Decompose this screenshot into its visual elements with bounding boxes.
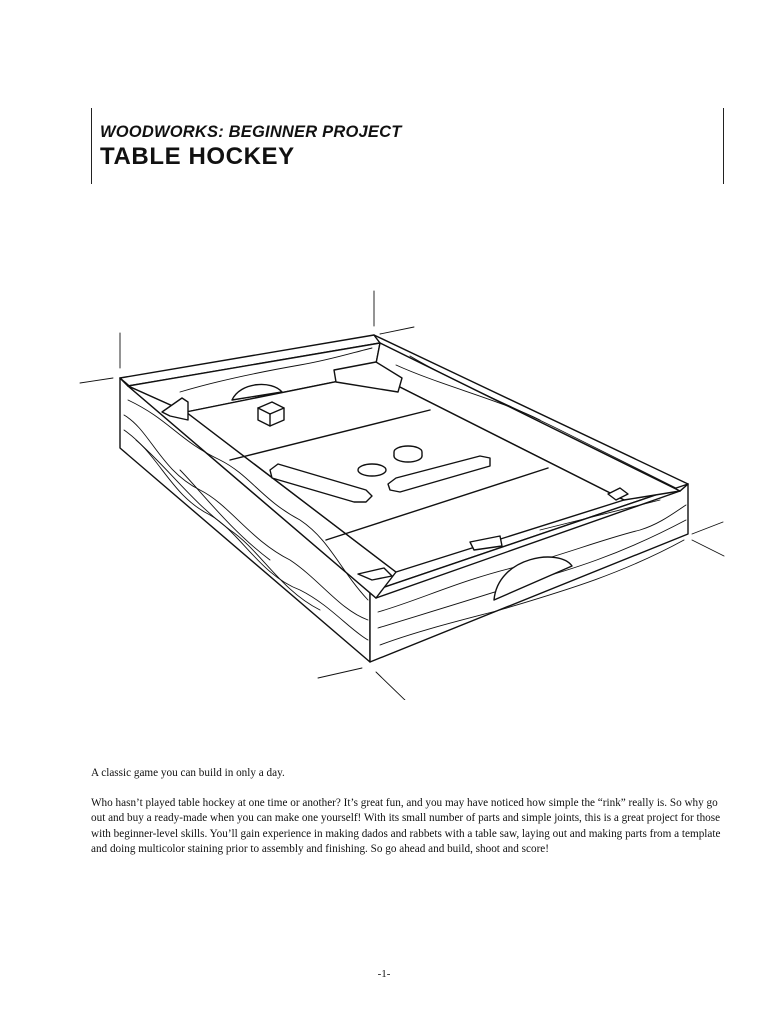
goalie-block [258, 402, 284, 426]
page-number: -1- [377, 968, 391, 980]
table-hockey-illustration [0, 280, 768, 700]
intro-paragraph: A classic game you can build in only a day. [91, 767, 285, 779]
description-paragraph: Who hasn’t played table hockey at one time or another? It’s great fun, and you may have noticed how simple the “rink” really is. So why go out and buy a ready-made when you can make one yourself! With its small number of parts and simple joints, this is a great project for those with beginner-level skills. You’ll gain experience in making dados and rabbets with a table saw, laying out and making parts from a template and doing multicolor staining prior to assembly and finishing. So go ahead and build, shoot and score! [91, 796, 721, 855]
page-title: TABLE HOCKEY [100, 143, 295, 170]
header-rule-right [723, 108, 724, 184]
series-kicker: WOODWORKS: BEGINNER PROJECT [100, 123, 402, 141]
puck [394, 446, 422, 462]
header-rule-left [91, 108, 92, 184]
page-header [100, 122, 402, 171]
article-body [91, 766, 723, 872]
